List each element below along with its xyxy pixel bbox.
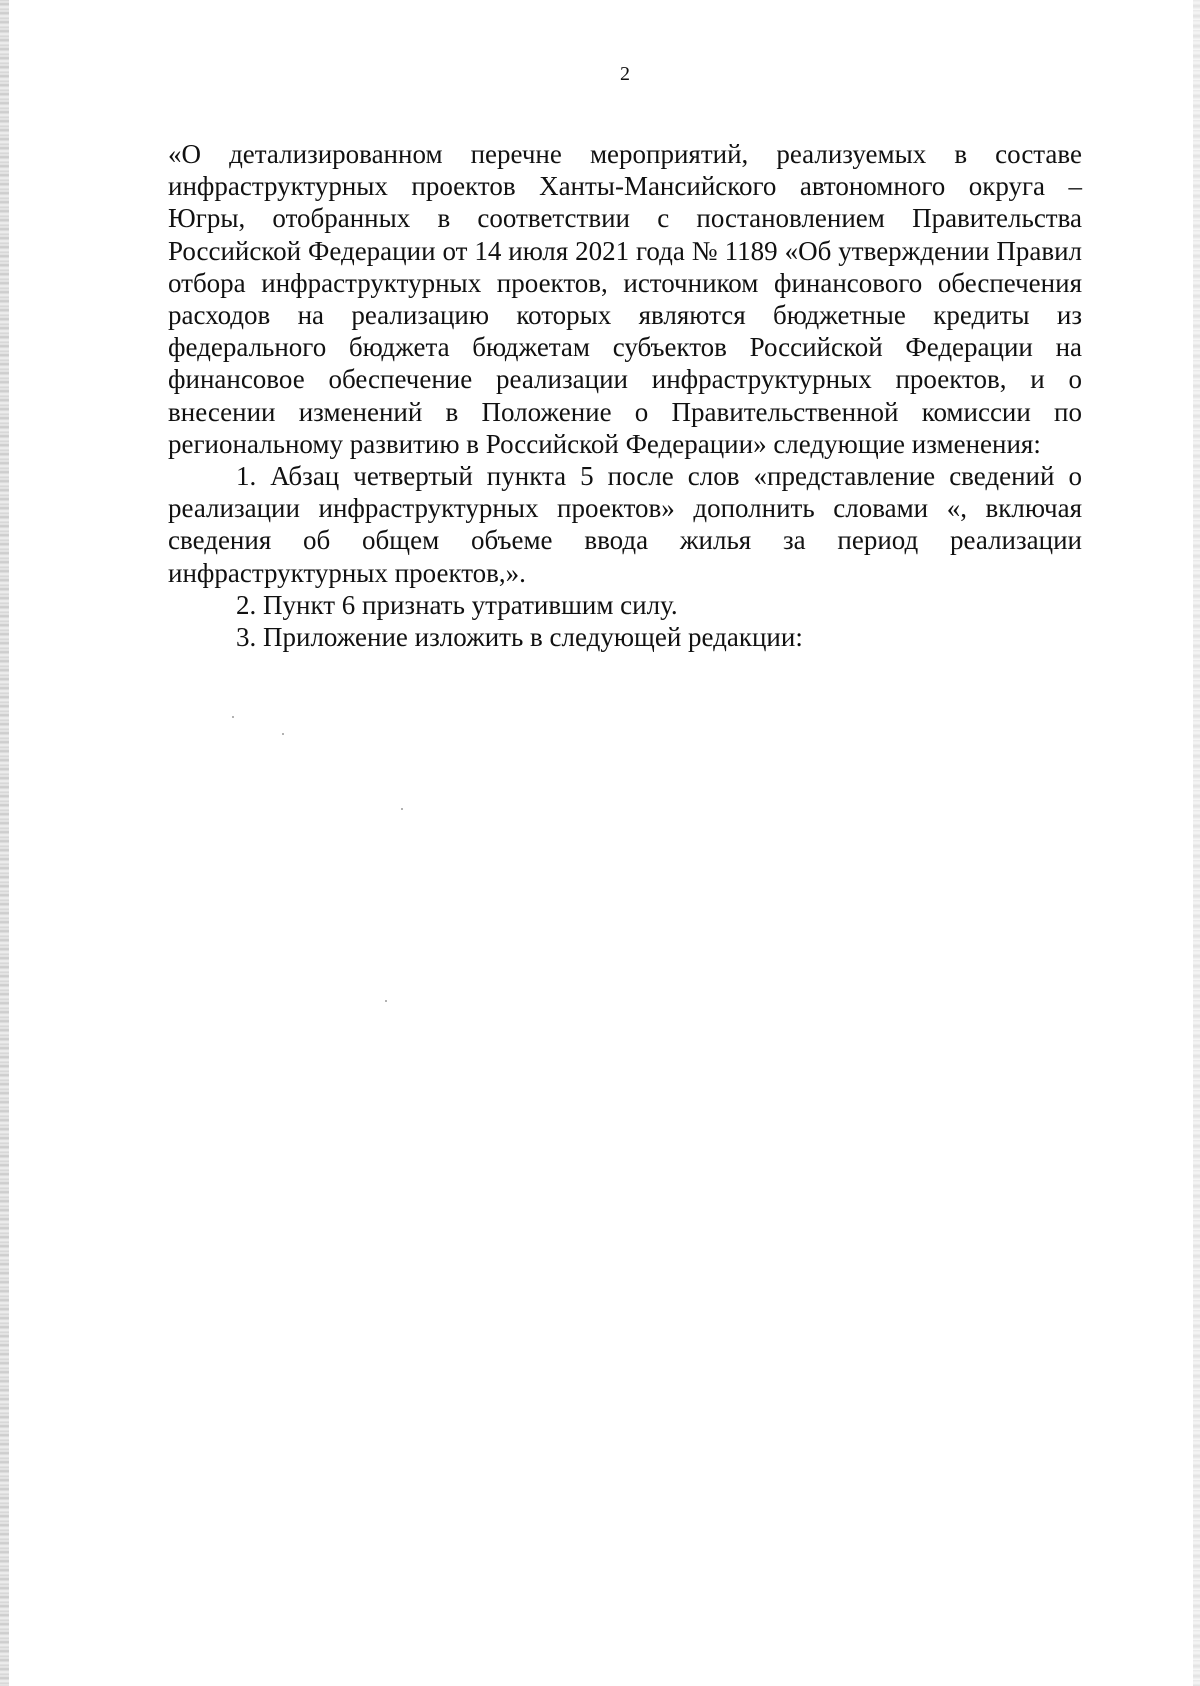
scan-edge-right <box>1193 0 1200 1686</box>
document-body <box>168 138 1082 653</box>
paragraph-item-1: 1. Абзац четвертый пункта 5 после слов «представление сведений о реализации инфраструктурных проектов» дополнить словами «, включая сведения об общем объеме ввода жилья за период реализации инфраструктурных проектов,». <box>168 461 1082 588</box>
scan-speck <box>385 1000 387 1002</box>
paragraph-item-3: 3. Приложение изложить в следующей редакции: <box>236 622 803 653</box>
scan-speck <box>232 716 234 718</box>
scan-speck <box>401 808 403 810</box>
scan-speck <box>282 733 284 735</box>
scan-edge-left <box>0 0 9 1686</box>
paragraph-intro: «О детализированном перечне мероприятий, реализуемых в составе инфраструктурных проектов Ханты-Мансийского автономного округа – Югры, отобранных в соответствии с постановлением Правительства Российской Федерации от 14 июля 2021 года № 1189 «Об утверждении Правил отбора инфраструктурных проектов, источником финансового обеспечения расходов на реализацию которых являются бюджетные кредиты из федерального бюджета бюджетам субъектов Российской Федерации на финансовое обеспечение реализации инфраструктурных проектов, и о внесении изменений в Положение о Правительственной комиссии по региональному развитию в Российской Федерации» следующие изменения: <box>168 139 1082 459</box>
paragraph-item-2: 2. Пункт 6 признать утратившим силу. <box>236 589 678 620</box>
page-number: 2 <box>620 63 630 85</box>
